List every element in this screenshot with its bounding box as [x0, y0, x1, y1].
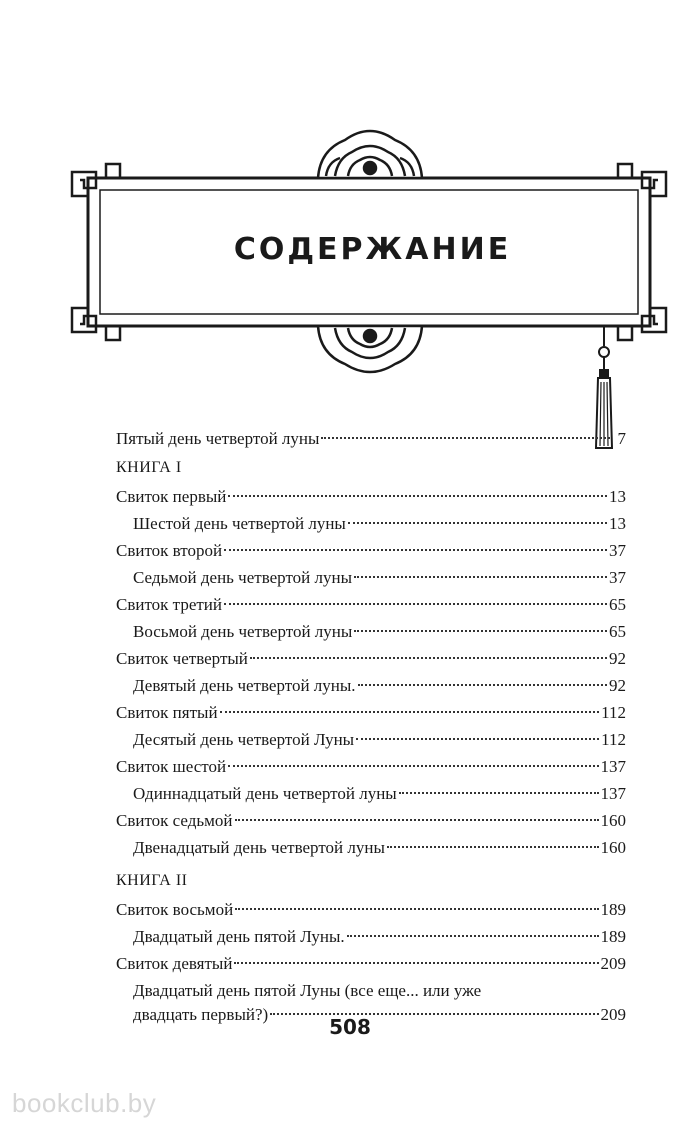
toc-entry-title: Свиток шестой: [116, 757, 227, 776]
toc-entry-title: Седьмой день четвертой луны: [133, 568, 352, 587]
toc-entry-page: 209: [600, 954, 626, 973]
toc-leader-dots: [348, 522, 607, 524]
toc-leader-dots: [235, 908, 598, 910]
toc-entry-page: 189: [600, 900, 626, 919]
toc-entry[interactable]: [116, 512, 626, 536]
toc-entry-title: Восьмой день четвертой луны: [133, 622, 353, 641]
toc-entry-page: 65: [609, 622, 626, 641]
toc-entry[interactable]: [116, 674, 626, 698]
book-heading: КНИГА II: [116, 872, 188, 889]
toc-entry[interactable]: [116, 728, 626, 752]
toc-entry-title: Десятый день четвертой Луны: [133, 730, 355, 749]
toc-leader-dots: [354, 630, 607, 632]
toc-entry-page: 137: [600, 784, 626, 803]
toc-leader-dots: [354, 576, 607, 578]
toc-leader-dots: [399, 792, 599, 794]
table-of-contents: [116, 427, 626, 1030]
toc-entry[interactable]: [116, 539, 626, 563]
toc-entry-page: 112: [601, 703, 626, 722]
toc-entry-title: Девятый день четвертой луны.: [133, 676, 356, 695]
toc-entry[interactable]: [116, 647, 626, 671]
toc-entry-page: 13: [609, 487, 626, 506]
toc-entry-title: Свиток пятый: [116, 703, 218, 722]
toc-entry-page: 160: [600, 811, 626, 830]
toc-leader-dots: [234, 962, 598, 964]
toc-entry-page: 209: [600, 1005, 626, 1024]
cloud-ornament-top-icon: [318, 131, 422, 178]
cloud-ornament-bottom-icon: [318, 326, 422, 372]
toc-entry-title: Свиток восьмой: [116, 900, 234, 919]
toc-leader-dots: [358, 684, 607, 686]
toc-entry[interactable]: [116, 593, 626, 617]
toc-entry[interactable]: [116, 620, 626, 644]
toc-entry-title-line2: двадцать первый?): [133, 1005, 269, 1024]
toc-entry-title: Свиток четвертый: [116, 649, 248, 668]
toc-entry-prologue[interactable]: [116, 427, 626, 451]
toc-entry-title: Одиннадцатый день четвертой луны: [133, 784, 397, 803]
toc-leader-dots: [224, 603, 607, 605]
toc-entry-title: Свиток седьмой: [116, 811, 233, 830]
toc-entry-title: Двенадцатый день четвертой луны: [133, 838, 385, 857]
toc-entry-title-line1: Двадцатый день пятой Луны (все еще... или уже: [133, 981, 482, 1000]
toc-entry-title: Свиток третий: [116, 595, 222, 614]
toc-entry-page: 7: [617, 429, 626, 448]
toc-entry-page: 189: [600, 927, 626, 946]
toc-entry[interactable]: [116, 809, 626, 833]
toc-entry-page: 92: [609, 649, 626, 668]
toc-entry-title: Свиток второй: [116, 541, 223, 560]
toc-leader-dots: [250, 657, 607, 659]
toc-entry-title: Пятый день четвертой луны: [116, 429, 320, 448]
toc-entry-page: 112: [601, 730, 626, 749]
toc-entry[interactable]: [116, 755, 626, 779]
watermark: bookclub.by: [12, 1088, 157, 1118]
toc-entry-page: 160: [600, 838, 626, 857]
toc-entry-page: 137: [600, 757, 626, 776]
toc-entry[interactable]: [116, 782, 626, 806]
toc-leader-dots: [321, 437, 610, 439]
toc-entry[interactable]: [116, 701, 626, 725]
toc-entry-title: Шестой день четвертой луны: [133, 514, 346, 533]
toc-leader-dots: [356, 738, 599, 740]
toc-entry-title: Свиток девятый: [116, 954, 233, 973]
toc-leader-dots: [235, 819, 599, 821]
toc-entry[interactable]: [116, 485, 626, 509]
toc-leader-dots: [220, 711, 600, 713]
toc-entry-page: 92: [609, 676, 626, 695]
toc-entry[interactable]: [116, 898, 626, 922]
toc-entry-page: 13: [609, 514, 626, 533]
toc-entry[interactable]: [116, 566, 626, 590]
toc-entry-page: 37: [609, 541, 626, 560]
toc-entry-page: 65: [609, 595, 626, 614]
toc-entry-title: Двадцатый день пятой Луны.: [133, 927, 345, 946]
toc-leader-dots: [228, 765, 598, 767]
toc-entry[interactable]: [116, 925, 626, 949]
page-title: СОДЕРЖАНИЕ: [233, 232, 512, 267]
toc-entry[interactable]: [116, 836, 626, 860]
toc-leader-dots: [347, 935, 599, 937]
toc-entry-title: Свиток первый: [116, 487, 227, 506]
toc-entry-page: 37: [609, 568, 626, 587]
toc-leader-dots: [224, 549, 607, 551]
book-heading: КНИГА I: [116, 459, 182, 476]
toc-leader-dots: [387, 846, 599, 848]
toc-leader-dots: [228, 495, 607, 497]
page-number: 508: [329, 1015, 371, 1039]
toc-entry[interactable]: [116, 952, 626, 976]
